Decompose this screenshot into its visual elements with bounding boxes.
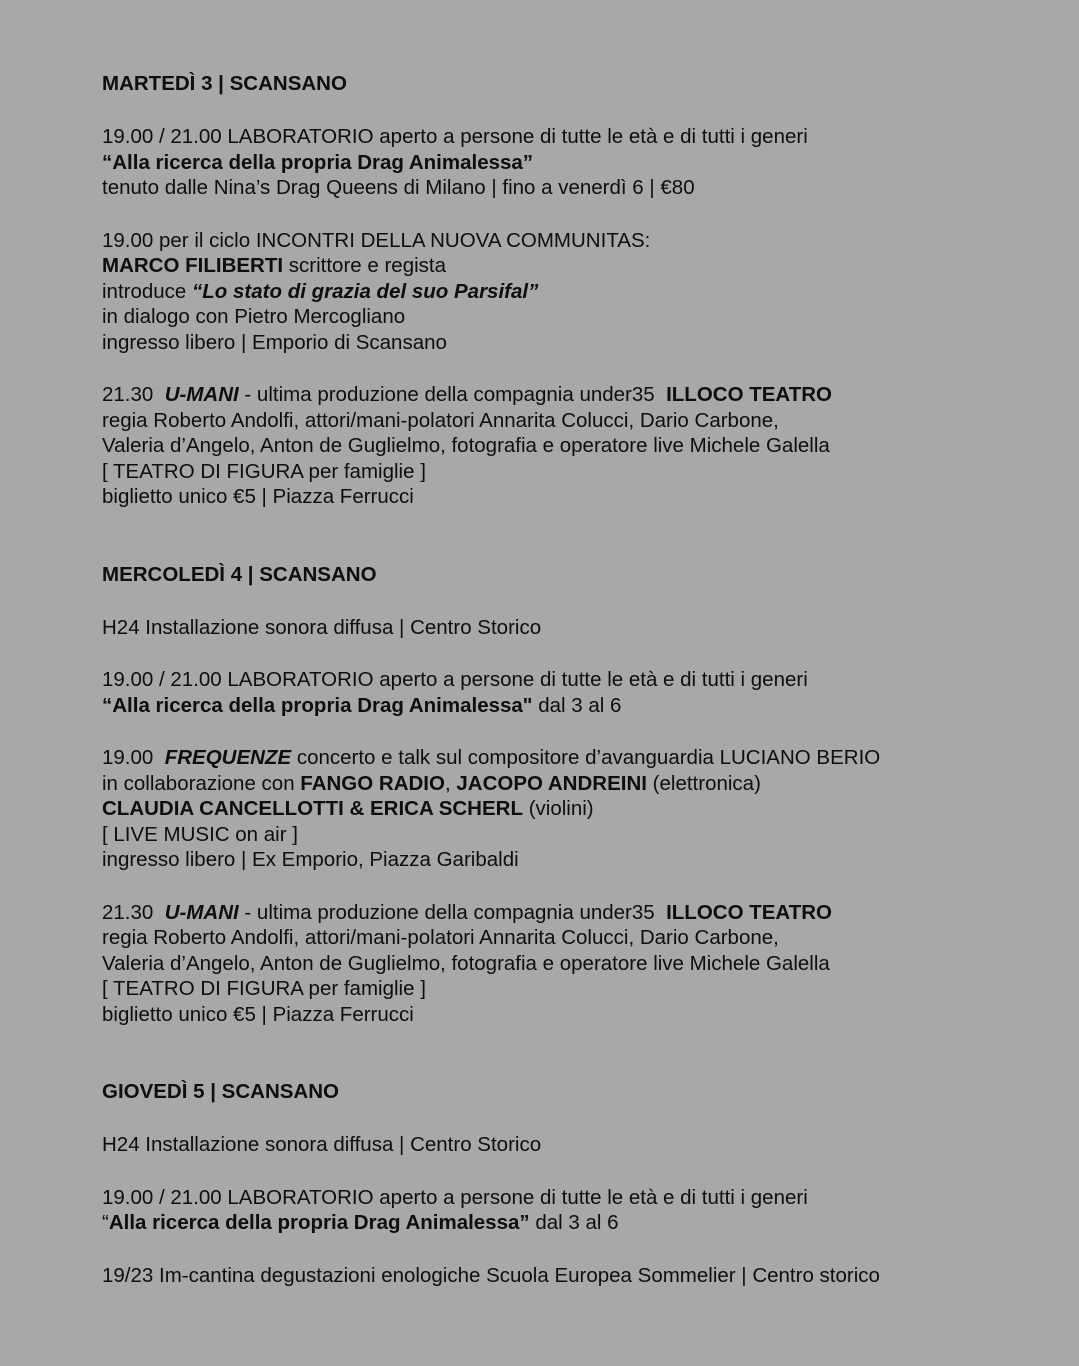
event-title-line xyxy=(102,1210,1052,1236)
event-guest-line xyxy=(102,253,1052,279)
event-dates: dal 3 al 6 xyxy=(529,1211,619,1234)
event-ticket: biglietto unico €5 | Piazza Ferrucci xyxy=(102,1002,414,1026)
day-heading: GIOVEDÌ 5 | SCANSANO xyxy=(102,1080,339,1103)
event-laboratorio xyxy=(102,1185,1052,1236)
show-desc: - ultima produzione della compagnia under35 xyxy=(238,383,667,406)
event-performers-line xyxy=(102,796,1052,822)
event-time-line: 19.00 / 21.00 LABORATORIO aperto a persone di tutte le età e di tutti i generi xyxy=(102,125,808,148)
event-title: “Alla ricerca della propria Drag Animalessa" xyxy=(102,693,533,717)
event-title-line xyxy=(102,693,1052,719)
event-credits: Valeria d’Angelo, Anton de Guglielmo, fotografia e operatore live Michele Galella xyxy=(102,434,830,457)
event-ticket: biglietto unico €5 | Piazza Ferrucci xyxy=(102,485,414,508)
company-name: ILLOCO TEATRO xyxy=(666,383,832,406)
show-time: 21.30 xyxy=(102,383,165,406)
day-section-mercoledi xyxy=(102,562,1052,1028)
show-desc: concerto e talk sul compositore d’avanguardia LUCIANO BERIO xyxy=(291,746,881,769)
collab-partner: FANGO RADIO xyxy=(300,771,445,795)
event-time-line: H24 Installazione sonora diffusa | Centro Storico xyxy=(102,615,542,639)
event-title: Alla ricerca della propria Drag Animalessa” xyxy=(108,1211,530,1234)
event-entry: ingresso libero | Emporio di Scansano xyxy=(102,330,447,354)
schedule-content xyxy=(102,71,1052,1288)
event-details: tenuto dalle Nina’s Drag Queens di Milano | fino a venerdì 6 | €80 xyxy=(102,176,695,199)
event-dates: dal 3 al 6 xyxy=(532,693,622,717)
intro-prefix: introduce xyxy=(102,279,193,303)
guest-role: scrittore e regista xyxy=(283,254,446,277)
event-category: [ LIVE MUSIC on air ] xyxy=(102,822,298,846)
event-incontri xyxy=(102,228,1052,356)
event-installazione xyxy=(102,1132,1052,1158)
event-u-mani xyxy=(102,382,1052,510)
event-show-line xyxy=(102,382,1052,408)
show-title: U-MANI xyxy=(164,383,239,406)
event-category: [ TEATRO DI FIGURA per famiglie ] xyxy=(102,977,426,1000)
event-time-line: 19.00 / 21.00 LABORATORIO aperto a persone di tutte le età e di tutti i generi xyxy=(102,1185,808,1209)
collab-prefix: in collaborazione con xyxy=(102,771,301,795)
event-laboratorio xyxy=(102,124,1052,201)
collab-artist: JACOPO ANDREINI xyxy=(456,771,647,795)
event-time-line: 19/23 Im-cantina degustazioni enologiche Scuola Europea Sommelier | Centro storico xyxy=(102,1263,880,1287)
show-title: U-MANI xyxy=(164,900,239,924)
collab-separator: , xyxy=(444,771,457,795)
event-credits: regia Roberto Andolfi, attori/mani-polatori Annarita Colucci, Dario Carbone, xyxy=(102,926,779,949)
performers: CLAUDIA CANCELLOTTI & ERICA SCHERL xyxy=(102,797,523,820)
show-desc: - ultima produzione della compagnia under35 xyxy=(238,900,667,924)
event-time-line: H24 Installazione sonora diffusa | Centro Storico xyxy=(102,1133,542,1156)
event-laboratorio xyxy=(102,667,1052,718)
event-show-line xyxy=(102,745,1052,771)
collab-artist-role: (elettronica) xyxy=(646,771,761,795)
event-time-line: 19.00 per il ciclo INCONTRI DELLA NUOVA COMMUNITAS: xyxy=(102,228,651,252)
guest-name: MARCO FILIBERTI xyxy=(102,254,284,277)
event-installazione xyxy=(102,615,1052,641)
day-section-martedi xyxy=(102,71,1052,510)
event-title: “Alla ricerca della propria Drag Animalessa” xyxy=(102,150,534,174)
day-section-giovedi xyxy=(102,1079,1052,1288)
day-heading: MARTEDÌ 3 | SCANSANO xyxy=(102,72,347,95)
performers-role: (violini) xyxy=(523,797,594,820)
event-intro-line xyxy=(102,279,1052,305)
event-dialogue: in dialogo con Pietro Mercogliano xyxy=(102,305,406,328)
event-entry: ingresso libero | Ex Emporio, Piazza Garibaldi xyxy=(102,848,519,871)
intro-title: “Lo stato di grazia del suo Parsifal” xyxy=(192,279,539,303)
event-credits: regia Roberto Andolfi, attori/mani-polatori Annarita Colucci, Dario Carbone, xyxy=(102,408,779,432)
event-collab-line xyxy=(102,771,1052,797)
event-degustazioni xyxy=(102,1263,1052,1289)
title-open-quote: “ xyxy=(102,1211,109,1234)
event-credits: Valeria d’Angelo, Anton de Guglielmo, fotografia e operatore live Michele Galella xyxy=(102,951,830,975)
event-u-mani xyxy=(102,900,1052,1028)
company-name: ILLOCO TEATRO xyxy=(666,900,832,924)
event-show-line xyxy=(102,900,1052,926)
show-title: FREQUENZE xyxy=(164,746,292,769)
day-heading: MERCOLEDÌ 4 | SCANSANO xyxy=(102,562,377,586)
show-time: 21.30 xyxy=(102,900,165,924)
event-time-line: 19.00 / 21.00 LABORATORIO aperto a persone di tutte le età e di tutti i generi xyxy=(102,668,808,691)
event-frequenze xyxy=(102,745,1052,873)
show-time: 19.00 xyxy=(102,746,165,769)
event-category: [ TEATRO DI FIGURA per famiglie ] xyxy=(102,459,426,483)
